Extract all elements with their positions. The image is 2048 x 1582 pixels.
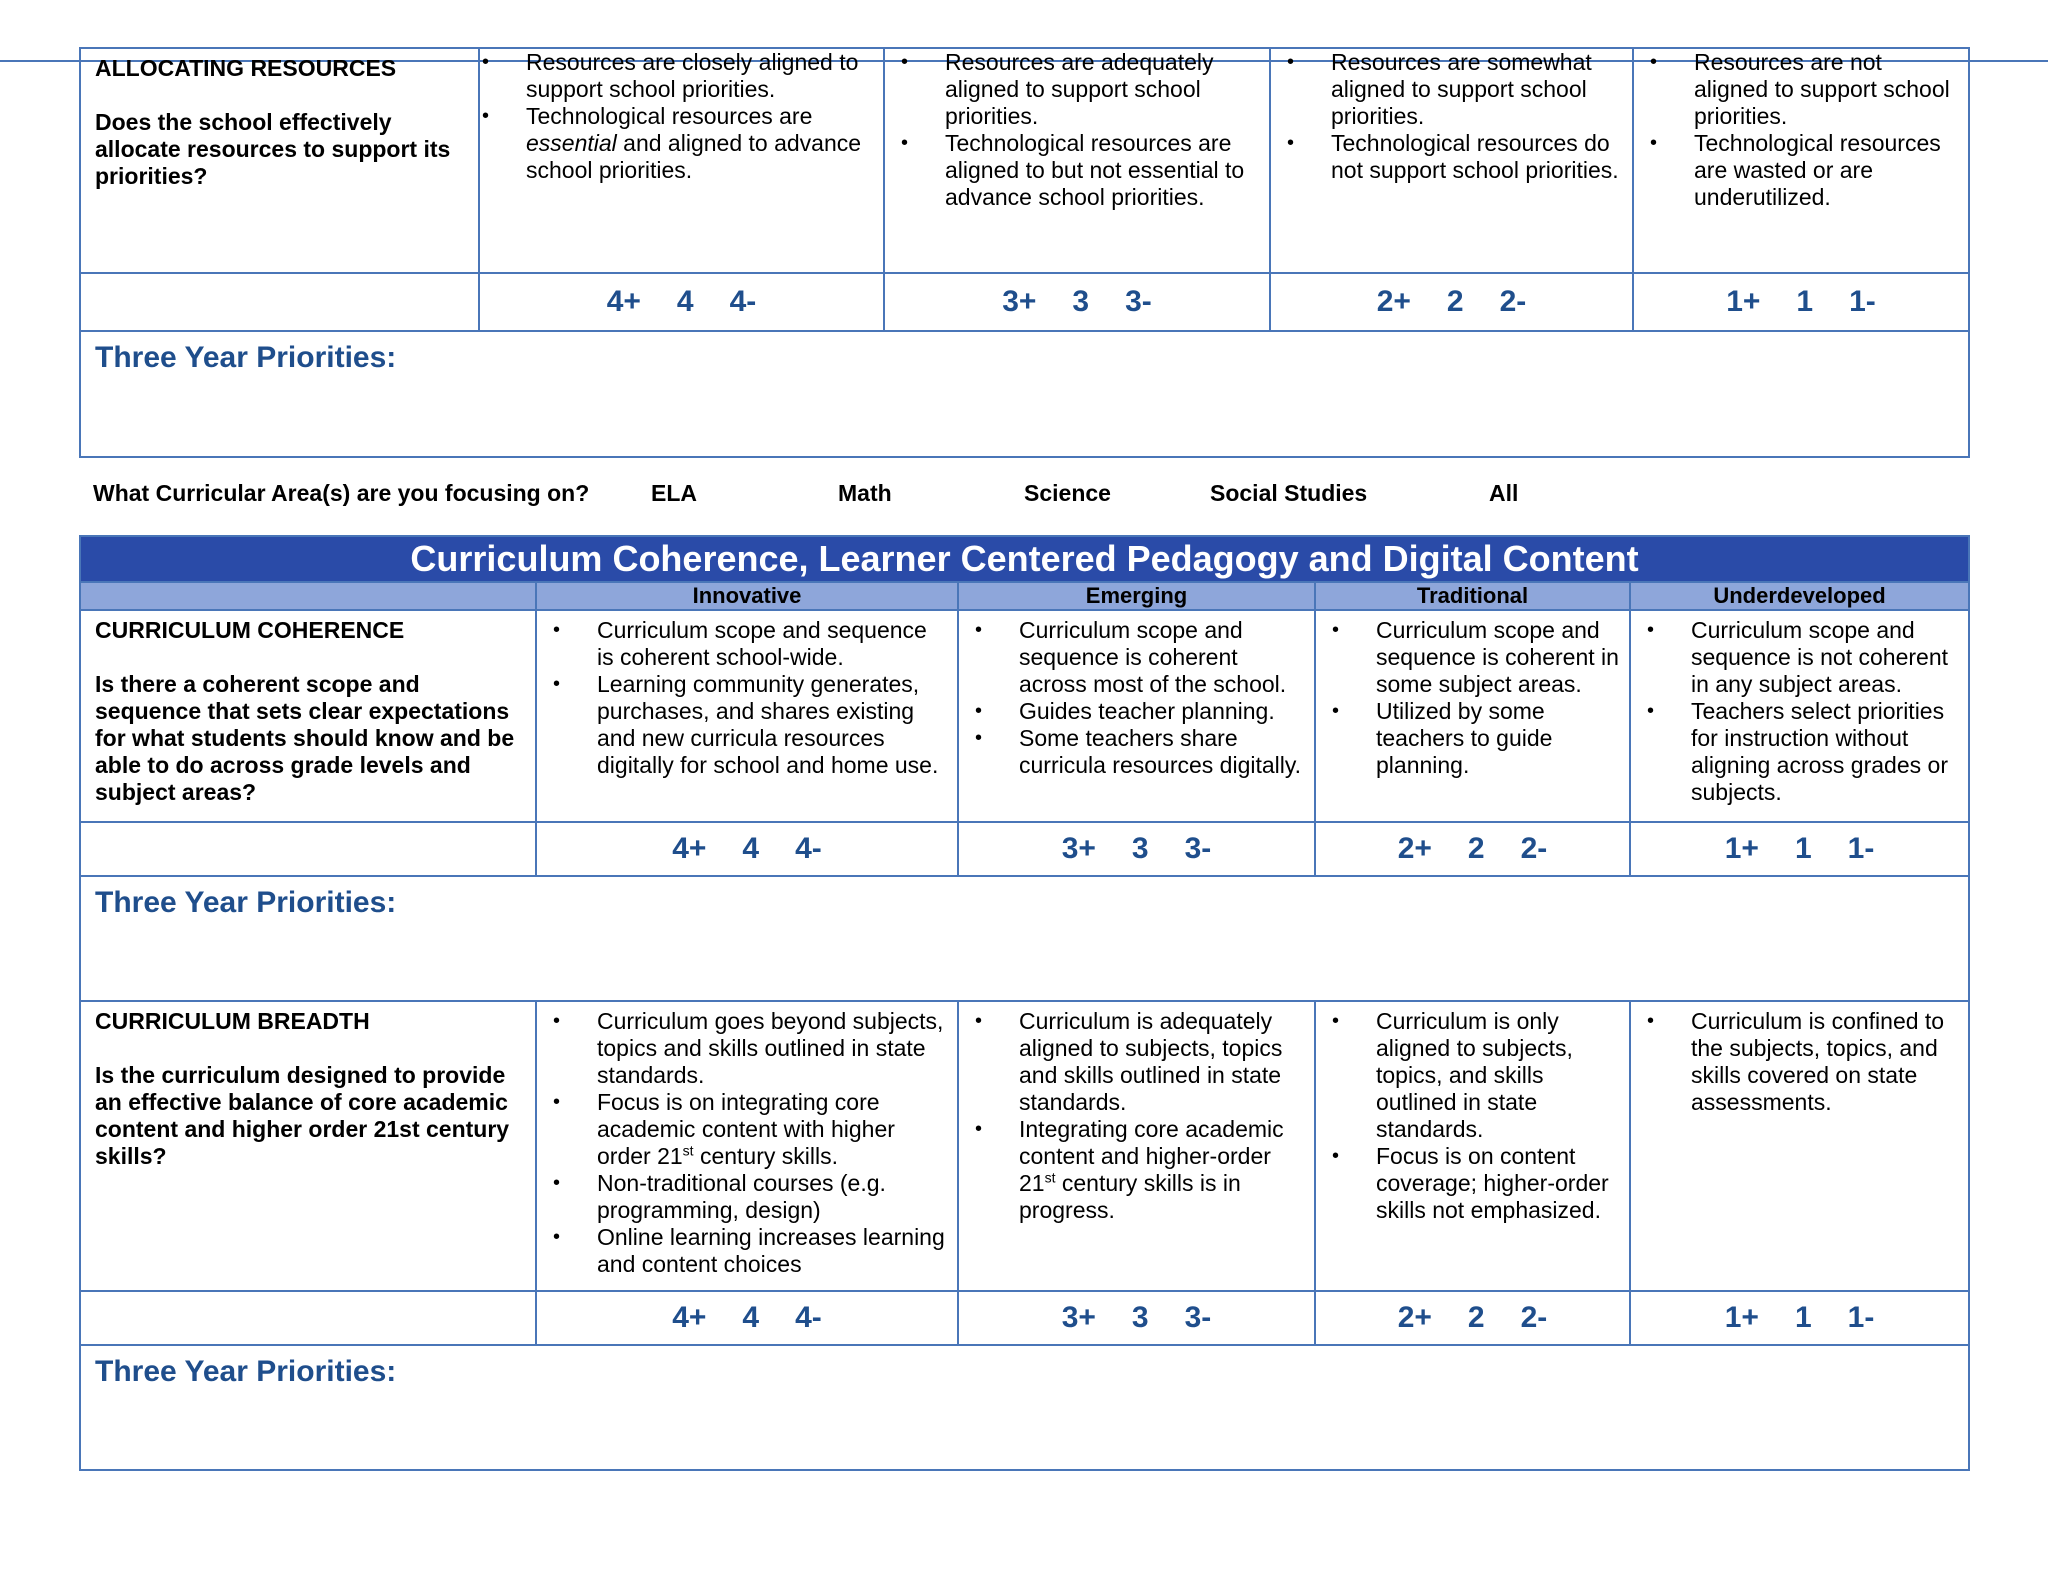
bullet-item: • Resources are closely aligned to support school priorities. (482, 49, 859, 102)
score-option[interactable]: 4- (795, 1301, 822, 1334)
breadth-emerging-cell (958, 1001, 1315, 1291)
score-option[interactable]: 2- (1520, 832, 1548, 865)
bullet-item: • Guides teacher planning. (975, 698, 1275, 724)
bullet-dot-icon: • (1650, 51, 1658, 73)
score-option[interactable]: 1 (1794, 832, 1812, 865)
score-option[interactable]: 4- (795, 832, 822, 865)
bullet-item: • Focus is on integrating core academic content with higher order 21st century skills. (553, 1089, 895, 1169)
bullet-item: • Technological resources are wasted or are underutilized. (1650, 130, 1941, 210)
bullet-dot-icon: • (975, 1118, 983, 1140)
score-option[interactable]: 1+ (1724, 1301, 1759, 1334)
allocating-heading: ALLOCATING RESOURCES (95, 55, 397, 81)
coherence-innovative-cell (536, 610, 958, 822)
bullet-item: • Technological resources do not support school priorities. (1287, 130, 1619, 183)
bullet-item: • Non-traditional courses (e.g. programming, design) (553, 1170, 886, 1223)
bullet-item: • Teachers select priorities for instruction without aligning across grades or subjects. (1647, 698, 1948, 805)
section-title: Curriculum Coherence, Learner Centered Pedagogy and Digital Content (80, 536, 1969, 582)
score-option[interactable]: 4 (676, 285, 694, 318)
allocating-question-cell (80, 48, 479, 273)
score-option[interactable]: 4+ (606, 285, 641, 318)
score-underdeveloped (1633, 273, 1969, 331)
coherence-innovative-list (537, 611, 957, 785)
score-label-cell (80, 1291, 536, 1345)
score-option[interactable]: 3+ (1061, 832, 1096, 865)
allocating-underdeveloped-list (1634, 49, 1968, 217)
bullet-item: • Curriculum scope and sequence is coherent school-wide. (553, 617, 927, 670)
score-option[interactable]: 2- (1520, 1301, 1548, 1334)
focus-option-science[interactable]: Science (1024, 480, 1111, 506)
score-option[interactable]: 4 (742, 1301, 760, 1334)
bullet-dot-icon: • (901, 51, 909, 73)
coherence-underdeveloped-list (1631, 611, 1968, 812)
score-option[interactable]: 4- (729, 285, 757, 318)
bullet-item: • Learning community generates, purchases, and shares existing and new curricula resources digitally for school and home use. (553, 671, 939, 778)
coherence-underdeveloped-cell (1630, 610, 1969, 822)
coherence-traditional-cell (1315, 610, 1630, 822)
allocating-innovative-list (480, 49, 883, 190)
bullet-dot-icon: • (1287, 51, 1295, 73)
allocating-emerging-list (885, 49, 1269, 217)
bullet-item: • Curriculum scope and sequence is coherent in some subject areas. (1332, 617, 1619, 697)
score-option[interactable]: 3 (1072, 285, 1090, 318)
breadth-underdeveloped-cell (1630, 1001, 1969, 1291)
breadth-score-emerging (958, 1291, 1315, 1345)
bullet-dot-icon: • (975, 700, 983, 722)
bullet-item: • Curriculum is adequately aligned to subjects, topics and skills outlined in state standards. (975, 1008, 1283, 1115)
bullet-item: • Curriculum scope and sequence is coherent across most of the school. (975, 617, 1287, 697)
bullet-dot-icon: • (482, 51, 490, 73)
coherence-emerging-cell (958, 610, 1315, 822)
bullet-dot-icon: • (901, 132, 909, 154)
coherence-emerging-list (959, 611, 1314, 785)
bullet-item: • Some teachers share curricula resources digitally. (975, 725, 1302, 778)
score-traditional (1270, 273, 1633, 331)
coherence-score-innovative (536, 822, 958, 876)
focus-option-ela[interactable]: ELA (651, 480, 697, 506)
breadth-traditional-cell (1315, 1001, 1630, 1291)
bullet-dot-icon: • (1287, 132, 1295, 154)
breadth-question: Is the curriculum designed to provide an effective balance of core academic content and higher order 21st century skills? (95, 1062, 510, 1169)
allocating-traditional-cell (1270, 48, 1633, 273)
bullet-dot-icon: • (1647, 619, 1655, 641)
column-header-traditional: Traditional (1315, 582, 1630, 610)
score-option[interactable]: 2+ (1397, 832, 1432, 865)
bullet-dot-icon: • (1647, 1010, 1655, 1032)
coherence-score-emerging (958, 822, 1315, 876)
priorities-label: Three Year Priorities: (95, 341, 397, 374)
bullet-item: • Resources are somewhat aligned to support school priorities. (1287, 49, 1592, 129)
breadth-score-underdeveloped (1630, 1291, 1969, 1345)
column-header-blank (80, 582, 536, 610)
bullet-item: • Resources are adequately aligned to support school priorities. (901, 49, 1214, 129)
bullet-dot-icon: • (975, 727, 983, 749)
score-option[interactable]: 1- (1849, 285, 1876, 318)
bullet-item: • Curriculum goes beyond subjects, topics and skills outlined in state standards. (553, 1008, 944, 1088)
bullet-dot-icon: • (482, 105, 490, 127)
bullet-dot-icon: • (553, 1010, 561, 1032)
score-option[interactable]: 1+ (1724, 832, 1759, 865)
bullet-item: • Curriculum is confined to the subjects, topics, and skills covered on state assessments. (1647, 1008, 1945, 1115)
allocating-underdeveloped-cell (1633, 48, 1969, 273)
bullet-item: • Curriculum is only aligned to subjects, topics, and skills outlined in state standards. (1332, 1008, 1573, 1142)
score-label-cell (80, 822, 536, 876)
score-option[interactable]: 3- (1184, 832, 1212, 865)
bullet-dot-icon: • (553, 1091, 561, 1113)
priorities-box-allocating[interactable] (80, 331, 1969, 457)
bullet-item: • Utilized by some teachers to guide planning. (1332, 698, 1553, 778)
curriculum-table (79, 535, 1970, 1471)
allocating-traditional-list (1271, 49, 1632, 190)
focus-option-all[interactable]: All (1489, 480, 1519, 506)
bullet-dot-icon: • (975, 619, 983, 641)
breadth-score-innovative (536, 1291, 958, 1345)
bullet-dot-icon: • (1332, 1010, 1340, 1032)
column-header-emerging: Emerging (958, 582, 1315, 610)
bullet-dot-icon: • (1647, 700, 1655, 722)
breadth-innovative-list (537, 1002, 957, 1284)
bullet-dot-icon: • (553, 1226, 561, 1248)
score-option[interactable]: 3 (1131, 1301, 1149, 1334)
score-label-cell (80, 273, 479, 331)
bullet-item: • Focus is on content coverage; higher-order skills not emphasized. (1332, 1143, 1609, 1223)
score-option[interactable]: 1+ (1726, 285, 1761, 318)
breadth-underdeveloped-list (1631, 1002, 1968, 1122)
bullet-item: • Resources are not aligned to support school priorities. (1650, 49, 1950, 129)
score-option[interactable]: 2 (1467, 1301, 1485, 1334)
score-option[interactable]: 4+ (672, 832, 707, 865)
score-option[interactable]: 3 (1131, 832, 1149, 865)
score-option[interactable]: 3+ (1002, 285, 1037, 318)
bullet-dot-icon: • (553, 1172, 561, 1194)
score-emerging (884, 273, 1270, 331)
bullet-dot-icon: • (553, 673, 561, 695)
breadth-question-cell (80, 1001, 536, 1291)
bullet-dot-icon: • (1332, 619, 1340, 641)
score-option[interactable]: 2 (1467, 832, 1485, 865)
bullet-item: • Curriculum scope and sequence is not coherent in any subject areas. (1647, 617, 1949, 697)
allocating-resources-table (79, 47, 1970, 458)
bullet-dot-icon: • (1332, 1145, 1340, 1167)
bullet-dot-icon: • (553, 619, 561, 641)
allocating-innovative-cell (479, 48, 884, 273)
bullet-item: • Technological resources are essential and aligned to advance school priorities. (482, 103, 862, 183)
breadth-score-traditional (1315, 1291, 1630, 1345)
breadth-heading: CURRICULUM BREADTH (95, 1008, 370, 1034)
score-option[interactable]: 2 (1446, 285, 1464, 318)
score-innovative (479, 273, 884, 331)
allocating-question: Does the school effectively allocate resources to support its priorities? (95, 109, 451, 189)
score-option[interactable]: 4 (742, 832, 760, 865)
priorities-label: Three Year Priorities: (95, 886, 397, 919)
breadth-traditional-list (1316, 1002, 1629, 1230)
bullet-item: • Technological resources are aligned to but not essential to advance school priorities. (901, 130, 1245, 210)
score-option[interactable]: 2+ (1397, 1301, 1432, 1334)
priorities-label: Three Year Priorities: (95, 1355, 397, 1388)
score-option[interactable]: 1- (1847, 1301, 1875, 1334)
priorities-box-coherence[interactable] (80, 876, 1969, 1001)
priorities-box-breadth[interactable] (80, 1345, 1969, 1470)
bullet-dot-icon: • (1650, 132, 1658, 154)
coherence-traditional-list (1316, 611, 1629, 785)
coherence-question: Is there a coherent scope and sequence that sets clear expectations for what students should know and be able to do across grade levels and subject areas? (95, 671, 515, 805)
score-option[interactable]: 3- (1125, 285, 1152, 318)
focus-question: What Curricular Area(s) are you focusing on? (93, 480, 590, 506)
score-option[interactable]: 1 (1794, 1301, 1812, 1334)
coherence-score-underdeveloped (1630, 822, 1969, 876)
focus-option-math[interactable]: Math (838, 480, 892, 506)
score-option[interactable]: 1 (1796, 285, 1814, 318)
bullet-item: • Online learning increases learning and content choices (553, 1224, 945, 1277)
column-header-innovative: Innovative (536, 582, 958, 610)
score-option[interactable]: 4+ (672, 1301, 707, 1334)
score-option[interactable]: 3+ (1061, 1301, 1096, 1334)
allocating-emerging-cell (884, 48, 1270, 273)
bullet-dot-icon: • (1332, 700, 1340, 722)
breadth-innovative-cell (536, 1001, 958, 1291)
score-option[interactable]: 3- (1184, 1301, 1212, 1334)
coherence-heading: CURRICULUM COHERENCE (95, 617, 405, 643)
score-option[interactable]: 1- (1847, 832, 1875, 865)
coherence-score-traditional (1315, 822, 1630, 876)
score-option[interactable]: 2+ (1376, 285, 1411, 318)
bullet-dot-icon: • (975, 1010, 983, 1032)
bullet-item: • Integrating core academic content and higher-order 21st century skills is in progress. (975, 1116, 1284, 1223)
score-option[interactable]: 2- (1499, 285, 1527, 318)
breadth-emerging-list (959, 1002, 1314, 1230)
column-header-underdeveloped: Underdeveloped (1630, 582, 1969, 610)
coherence-question-cell (80, 610, 536, 822)
focus-option-social-studies[interactable]: Social Studies (1210, 480, 1368, 506)
